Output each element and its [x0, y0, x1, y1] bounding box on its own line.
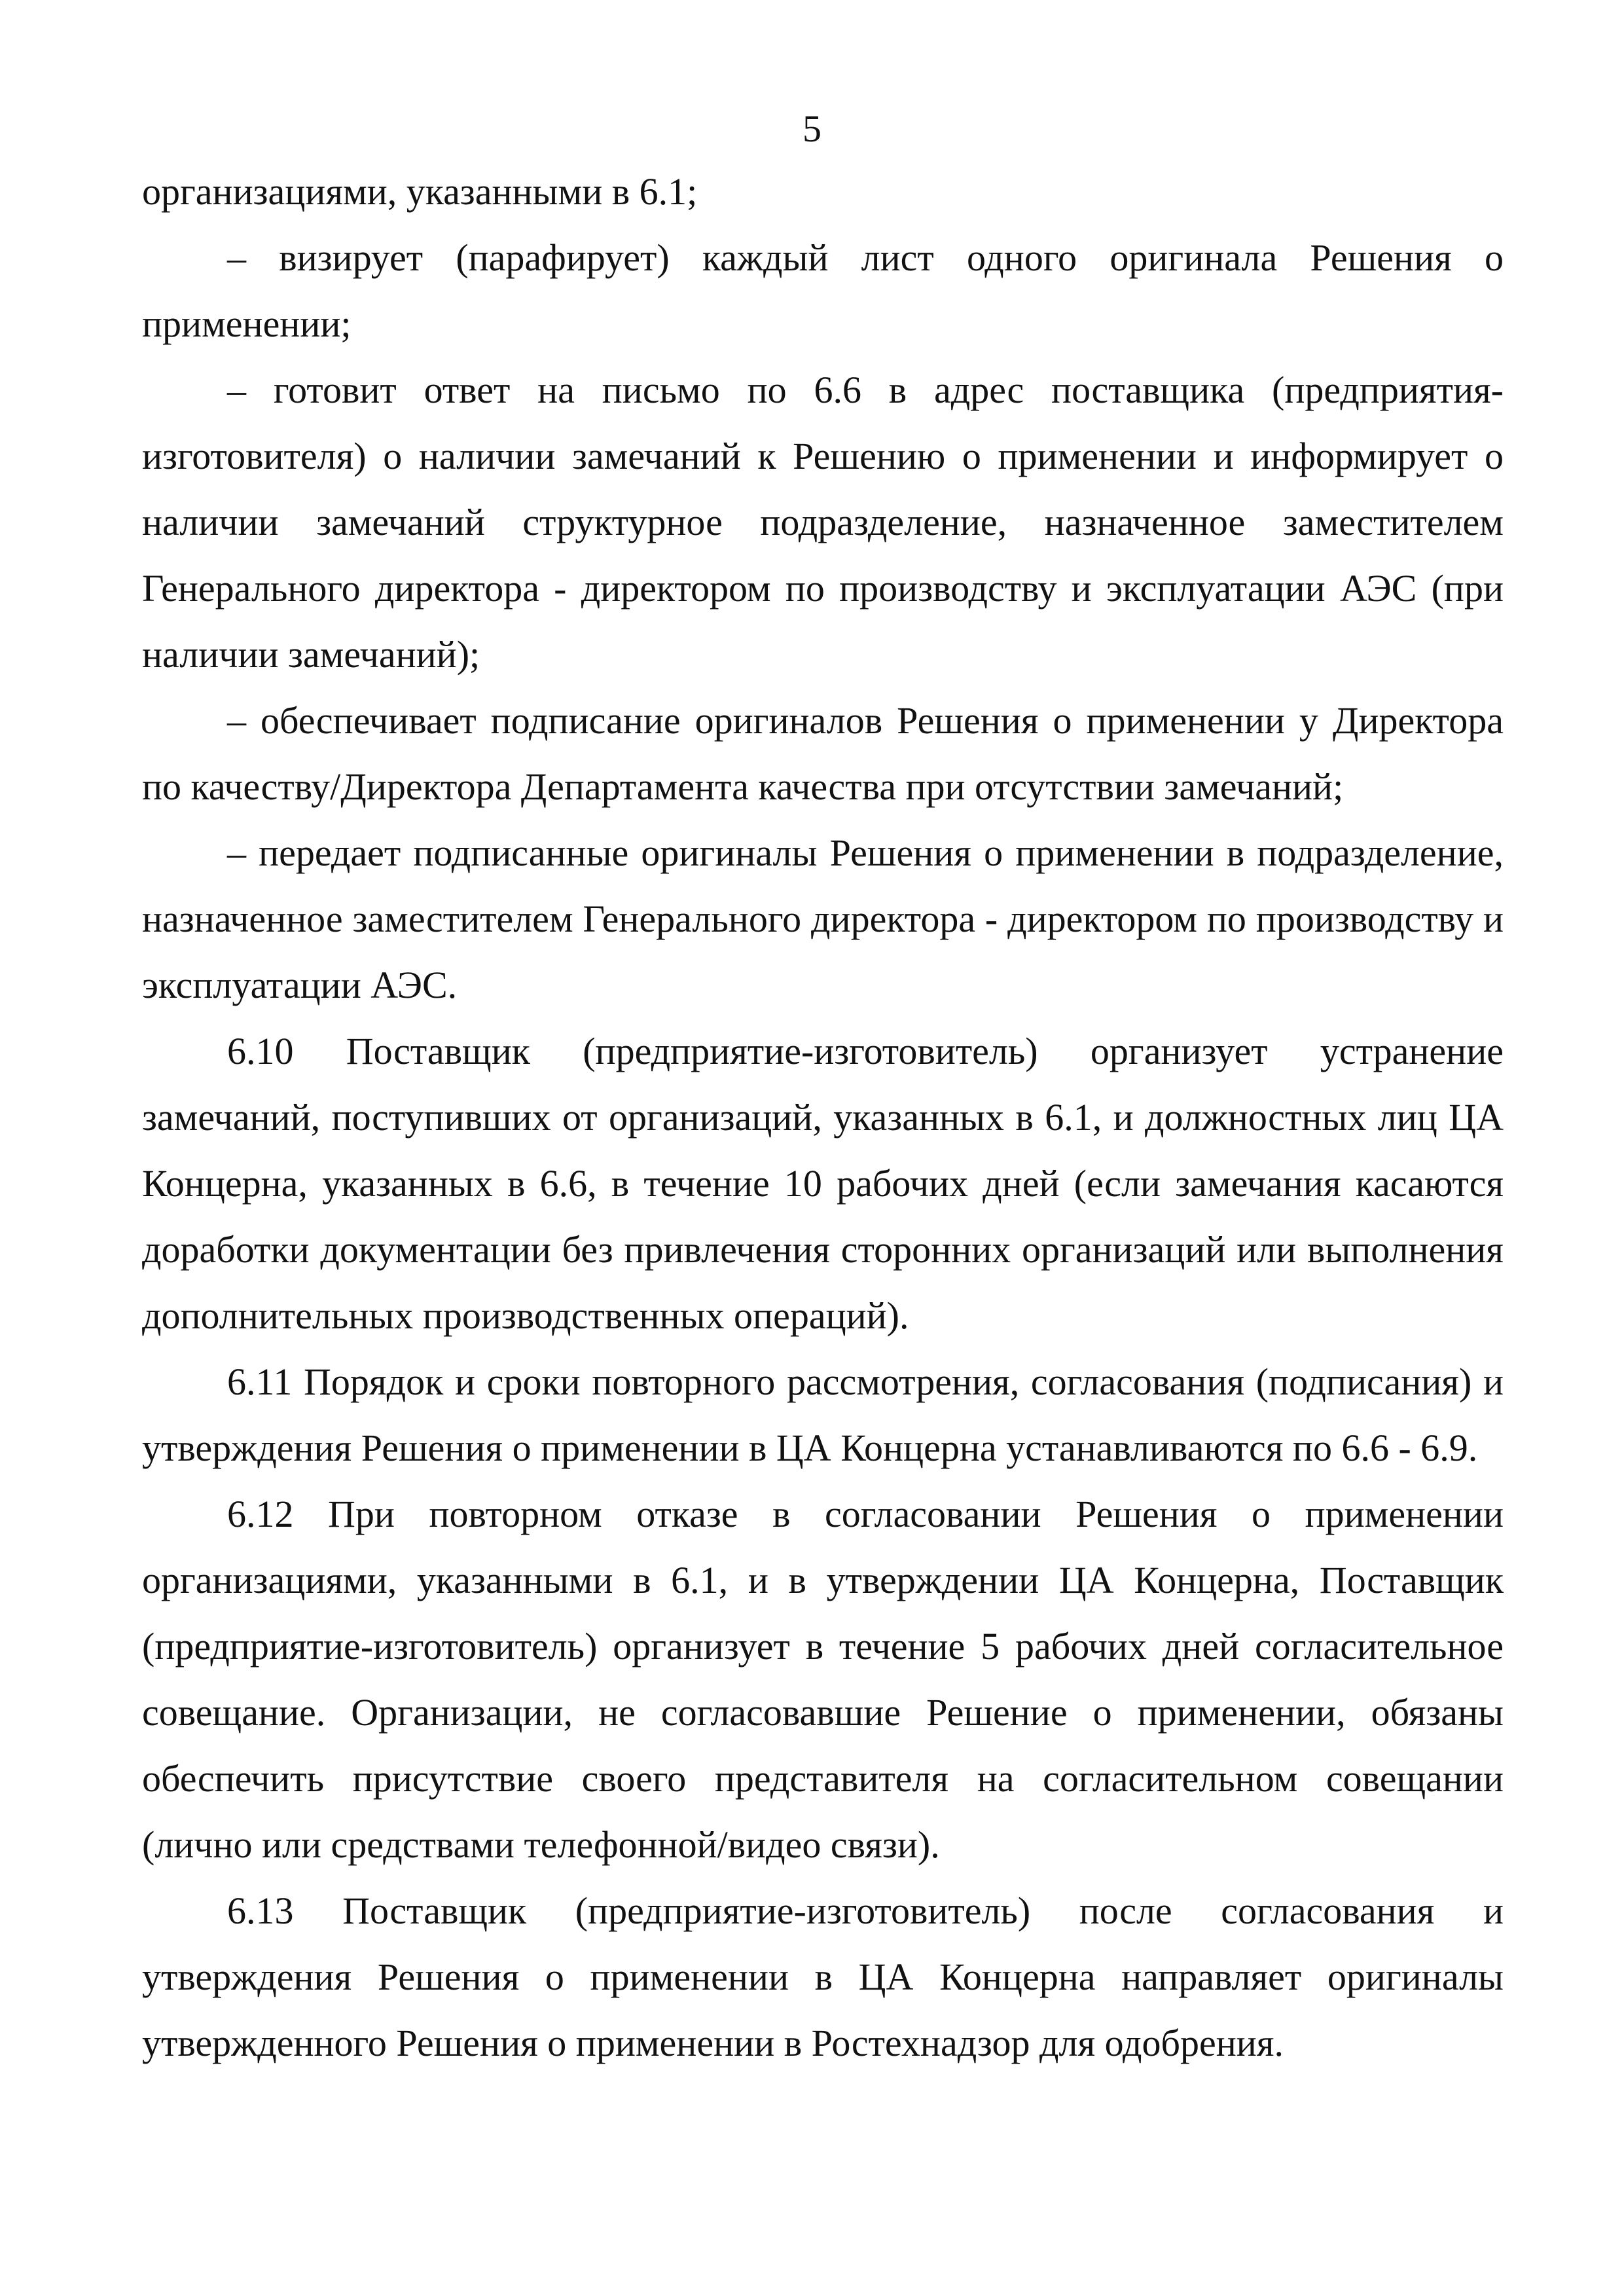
clause-6-10: 6.10 Поставщик (предприятие-изготовитель) организует устранение замечаний, поступивших от организаций, указанных в 6.1, и должностных лиц ЦА Концерна, указанных в 6.6, в течение 10 рабочих дней (если замечания касаются доработки документации без привлечения сторонних организаций или выполнения дополнительных производственных операций).: [142, 1030, 1504, 1337]
clause-6-13: 6.13 Поставщик (предприятие-изготовитель) после согласования и утверждения Решения о применении в ЦА Концерна направляет оригиналы утвержденного Решения о применении в Ростехнадзор для одобрения.: [142, 1889, 1504, 2064]
list-item-ensure-signing: – обеспечивает подписание оригиналов Решения о применении у Директора по качеству/Директора Департамента качества при отсутствии замечаний;: [142, 699, 1504, 808]
list-item-sign-sheets: – визирует (парафирует) каждый лист одного оригинала Решения о применении;: [142, 236, 1504, 345]
page-number: 5: [803, 107, 821, 150]
list-item-prepare-reply: – готовит ответ на письмо по 6.6 в адрес поставщика (предприятия-изготовителя) о наличии замечаний к Решению о применении и информирует о наличии замечаний структурное подразделение, назначенное заместителем Генерального директора - директором по производству и эксплуатации АЭС (при наличии замечаний);: [142, 369, 1504, 676]
clause-6-12: 6.12 При повторном отказе в согласовании Решения о применении организациями, указанными в 6.1, и в утверждении ЦА Концерна, Поставщик (предприятие-изготовитель) организует в течение 5 рабочих дней согласительное совещание. Организации, не согласовавшие Решение о применении, обязаны обеспечить присутствие своего представителя на согласительном совещании (лично или средствами телефонной/видео связи).: [142, 1493, 1504, 1866]
document-body: [142, 158, 1504, 2076]
clause-6-11: 6.11 Порядок и сроки повторного рассмотрения, согласования (подписания) и утверждения Решения о применении в ЦА Концерна устанавливаются по 6.6 - 6.9.: [142, 1360, 1504, 1469]
paragraph-continuation: организациями, указанными в 6.1;: [142, 170, 698, 213]
list-item-transfer-originals: – передает подписанные оригиналы Решения о применении в подразделение, назначенное заместителем Генерального директора - директором по производству и эксплуатации АЭС.: [142, 831, 1504, 1006]
